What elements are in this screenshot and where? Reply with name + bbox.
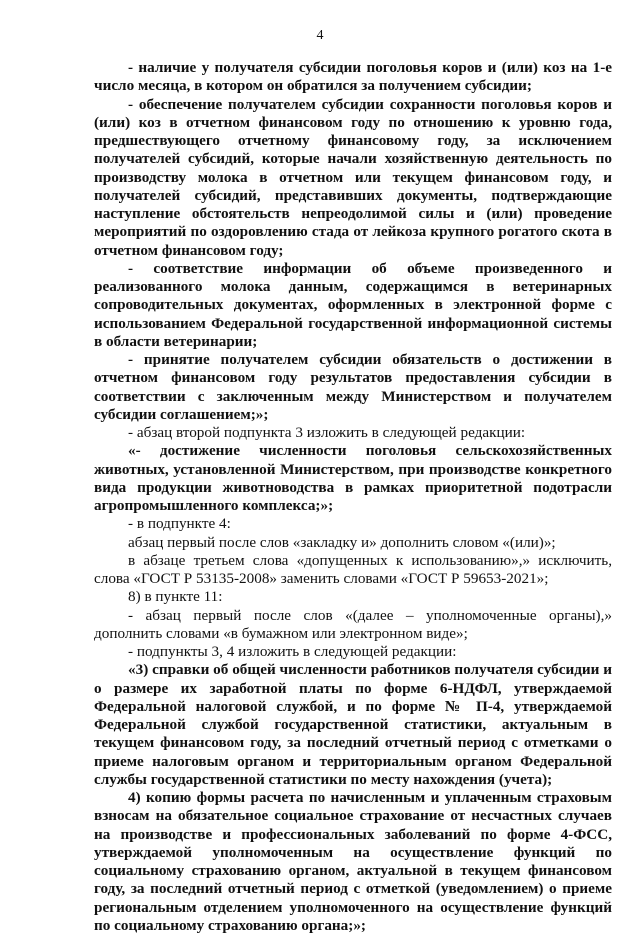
paragraph: - соответствие информации об объеме произведенного и реализованного молока данным, содержащимся в ветеринарных сопроводительных документах, оформленных в электронной форме с использованием Федеральной государственной информационной системы в области ветеринарии; [94, 259, 612, 350]
paragraph: - наличие у получателя субсидии поголовья коров и (или) коз на 1-е число месяца, в котором он обратился за получением субсидии; [94, 59, 612, 95]
paragraph: 4) копию формы расчета по начисленным и уплаченным страховым взносам на обязательное социальное страхование от несчастных случаев на производстве и профессиональных заболеваний по форме 4-ФСС, утверждаемой уполномоченным на осуществление функций по социальному страхованию органом, актуальной в текущем финансовом году, за последний отчетный период с отметкой (уведомлением) о приеме региональным отделением уполномоченного на осуществление функций по социальному страхованию органа;»; [94, 789, 612, 934]
paragraph: абзац первый после слов «закладку и» дополнить словом «(или)»; [128, 533, 556, 551]
paragraph: 8) в пункте 11: [128, 588, 223, 606]
document-body [94, 59, 612, 935]
paragraph: - абзац первый после слов «(далее – уполномоченные органы),» дополнить словами «в бумажном или электронном виде»; [94, 606, 612, 642]
paragraph: - обеспечение получателем субсидии сохранности поголовья коров и (или) коз в отчетном финансовом году по отношению к уровню года, предшествующего отчетному финансовому году, за исключением получателей субсидий, которые начали хозяйственную деятельность по производству молока в отчетном или текущем финансовом году, и получателей субсидий, представивших документы, подтверждающие наступление обстоятельств непреодолимой силы и (или) проведение мероприятий по оздоровлению стада от лейкоза крупного рогатого скота в отчетном финансовом году; [94, 95, 612, 259]
page-number: 4 [316, 28, 324, 43]
paragraph: - абзац второй подпункта 3 изложить в следующей редакции: [128, 424, 526, 441]
paragraph: «3) справки об общей численности работников получателя субсидии и о размере их заработной платы по форме 6-НДФЛ, утверждаемой Федеральной налоговой службой, и по форме № П-4, утверждаемой Федеральной службой государственной статистики, актуальным в текущем финансовом году, за последний отчетный период с отметками о приеме налоговым органом и территориальным органом Федеральной службы государственной статистики по месту нахождения (учета); [94, 661, 612, 788]
paragraph: - подпункты 3, 4 изложить в следующей редакции: [128, 643, 457, 660]
paragraph: в абзаце третьем слова «допущенных к использованию»,» исключить, слова «ГОСТ Р 53135-2008» заменить словами «ГОСТ Р 59653-2021»; [94, 551, 612, 587]
paragraph: - в подпункте 4: [128, 515, 231, 533]
paragraph: - принятие получателем субсидии обязательств о достижении в отчетном финансовом году результатов предоставления субсидии в соответствии с заключенным между Министерством и получателем субсидии соглашением;»; [94, 351, 612, 423]
paragraph: «- достижение численности поголовья сельскохозяйственных животных, установленной Министерством, при производстве конкретного вида продукции животноводства в рамках приоритетной подотрасли агропромышленного комплекса;»; [94, 442, 612, 514]
